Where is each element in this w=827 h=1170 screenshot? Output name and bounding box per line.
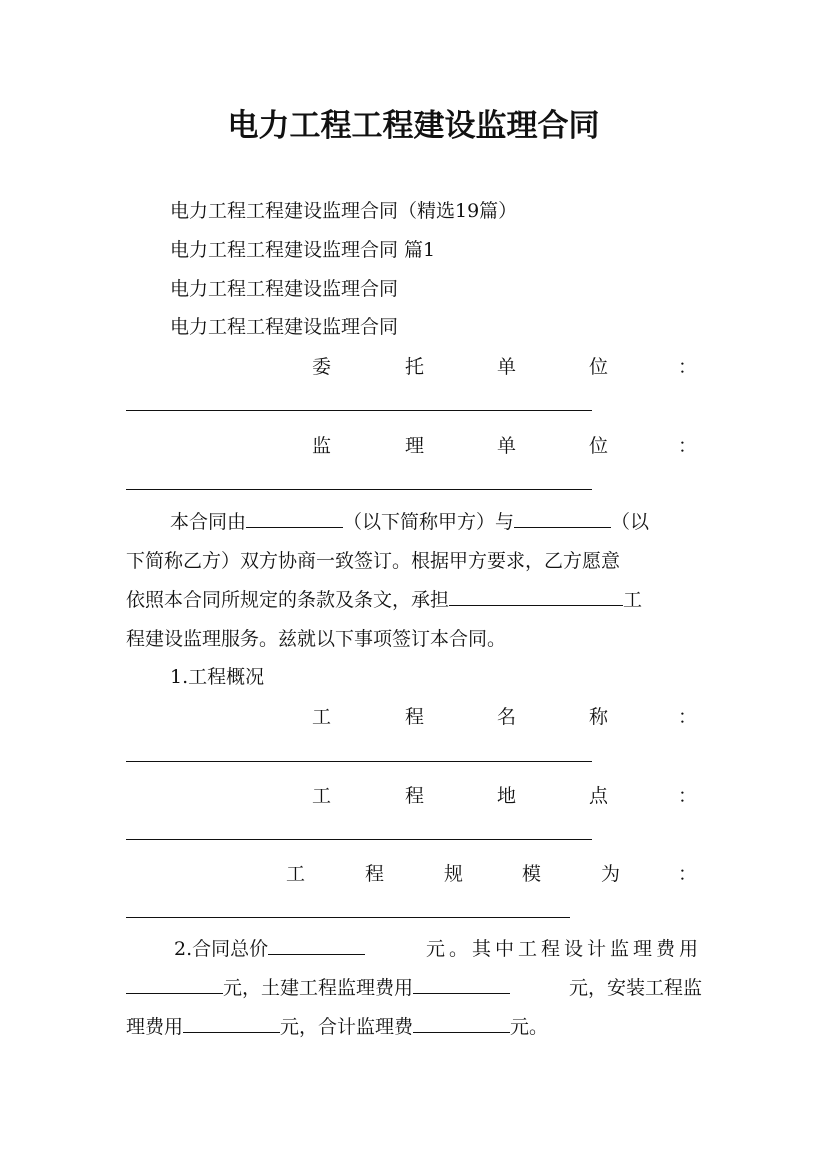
civil-supervision-fee-blank[interactable] bbox=[413, 973, 510, 994]
installation-supervision-fee-blank[interactable] bbox=[183, 1012, 280, 1033]
project-name-blank[interactable] bbox=[126, 761, 592, 762]
party-a-blank[interactable] bbox=[246, 507, 343, 528]
price-paragraph: 2.合同总价 元。其中工程设计监理费用 元，土建工程监理费用 元，安装工程监 理费用 元，合计监理费 元。 bbox=[126, 930, 702, 1047]
client-unit-blank[interactable] bbox=[126, 410, 592, 411]
project-blank[interactable] bbox=[449, 585, 623, 606]
party-b-blank[interactable] bbox=[514, 507, 611, 528]
project-location-blank[interactable] bbox=[126, 839, 592, 840]
project-scale-label: 工 程 规 模 为 ： bbox=[286, 863, 698, 885]
contract-name-line: 电力工程工程建设监理合同 bbox=[170, 316, 399, 338]
intro-paragraph: 本合同由 （以下简称甲方）与 （以 下简称乙方）双方协商一致签订。根据甲方要求，乙方愿意 依照本合同所规定的条款及条文，承担 工 程建设监理服务。兹就以下事项签订本合同。 bbox=[126, 503, 702, 659]
project-location-label: 工 程 地 点 ： bbox=[312, 785, 698, 807]
project-scale-blank[interactable] bbox=[126, 917, 570, 918]
subtitle-line: 电力工程工程建设监理合同（精选19篇） bbox=[170, 200, 518, 222]
client-unit-label: 委 托 单 位 ： bbox=[312, 356, 698, 378]
document-title: 电力工程工程建设监理合同 bbox=[227, 108, 600, 144]
contract-name-line: 电力工程工程建设监理合同 bbox=[170, 278, 399, 300]
chapter-heading: 电力工程工程建设监理合同 篇1 bbox=[170, 239, 436, 261]
project-name-label: 工 程 名 称 ： bbox=[312, 706, 698, 728]
supervisor-unit-blank[interactable] bbox=[126, 489, 592, 490]
section-heading: 1.工程概况 bbox=[170, 666, 265, 688]
total-price-blank[interactable] bbox=[268, 934, 365, 955]
supervisor-unit-label: 监 理 单 位 ： bbox=[312, 435, 698, 457]
total-supervision-fee-blank[interactable] bbox=[413, 1012, 510, 1033]
design-supervision-fee-blank[interactable] bbox=[126, 973, 223, 994]
